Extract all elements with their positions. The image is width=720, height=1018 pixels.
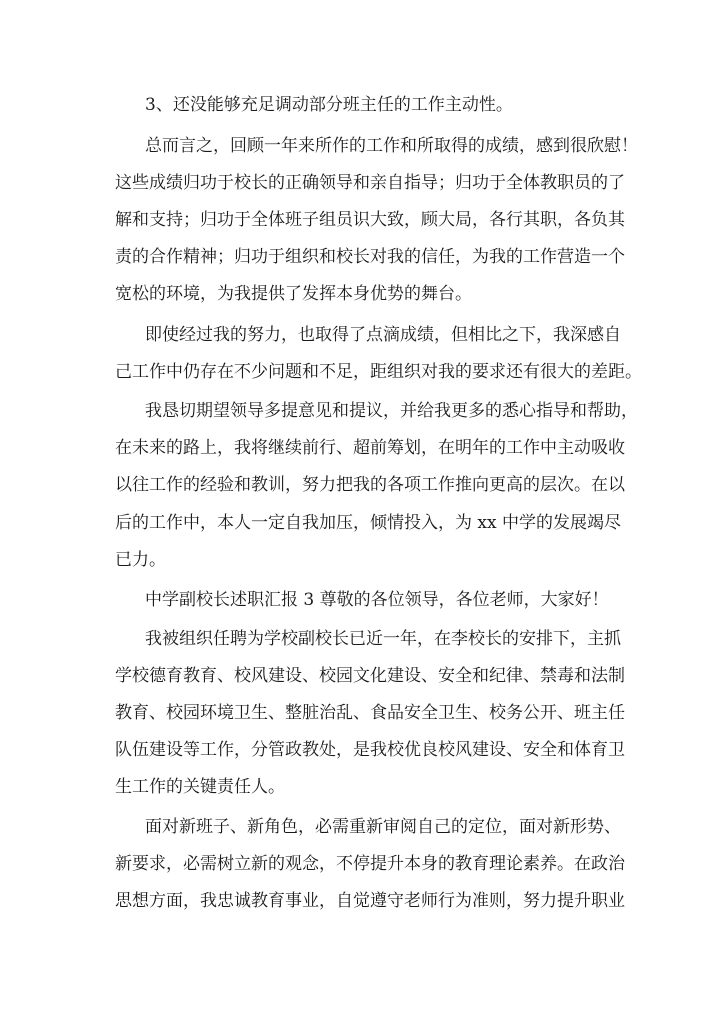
text-line-1: 3、还没能够充足调动部分班主任的工作主动性。 — [145, 95, 513, 115]
text-line-4: 解和支持；归功于全体班子组员识大致，顾大局，各行其职，各负其 — [115, 210, 625, 230]
text-line-8: 己工作中仍存在不少问题和不足，距组织对我的要求还有很大的差距。 — [115, 362, 642, 382]
text-line-11: 以往工作的经验和教训，努力把我的各项工作推向更高的层次。在以 — [115, 475, 625, 495]
text-line-12: 后的工作中，本人一定自我加压，倾情投入，为 xx 中学的发展竭尽 — [115, 513, 621, 533]
text-line-14: 中学副校长述职汇报 3 尊敬的各位领导，各位老师，大家好！ — [145, 590, 609, 610]
text-line-10: 在未来的路上，我将继续前行、超前筹划，在明年的工作中主动吸收 — [115, 438, 625, 458]
text-line-7: 即使经过我的努力，也取得了点滴成绩，但相比之下，我深感自 — [145, 325, 621, 345]
text-line-5: 责的合作精神；归功于组织和校长对我的信任，为我的工作营造一个 — [115, 247, 625, 267]
text-line-18: 队伍建设等工作，分管政教处，是我校优良校风建设、安全和体育卫 — [115, 740, 625, 760]
text-line-17: 教育、校园环境卫生、整脏治乱、食品安全卫生、校务公开、班主任 — [115, 703, 625, 723]
text-line-19: 生工作的关键责任人。 — [115, 777, 285, 797]
text-line-2: 总而言之，回顾一年来所作的工作和所取得的成绩，感到很欣慰！ — [145, 136, 638, 156]
text-line-15: 我被组织任聘为学校副校长已近一年，在李校长的安排下，主抓 — [145, 629, 621, 649]
text-line-20: 面对新班子、新角色，必需重新审阅自己的定位，面对新形势、 — [145, 817, 621, 837]
text-line-9: 我恳切期望领导多提意见和提议，并给我更多的悉心指导和帮助， — [145, 401, 638, 421]
text-line-22: 思想方面，我忠诚教育事业，自觉遵守老师行为准则，努力提升职业 — [115, 891, 625, 911]
text-line-21: 新要求，必需树立新的观念，不停提升本身的教育理论素养。在政治 — [115, 854, 625, 874]
text-line-6: 宽松的环境，为我提供了发挥本身优势的舞台。 — [115, 284, 472, 304]
text-line-13: 已力。 — [115, 550, 166, 570]
text-line-3: 这些成绩归功于校长的正确领导和亲自指导；归功于全体教职员的了 — [115, 173, 625, 193]
text-line-16: 学校德育教育、校风建设、校园文化建设、安全和纪律、禁毒和法制 — [115, 666, 625, 686]
